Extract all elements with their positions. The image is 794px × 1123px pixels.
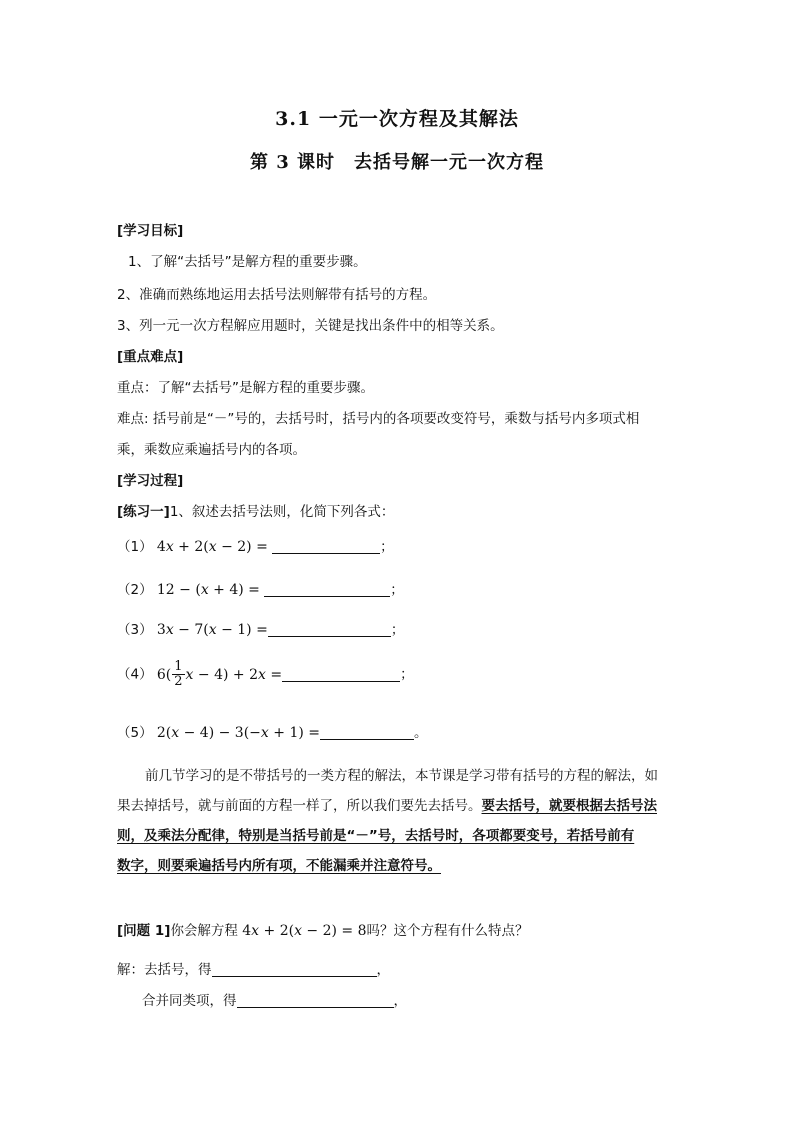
expression-1: 4x + 2(x − 2) = <box>156 539 268 555</box>
item-number: （5） <box>117 725 153 741</box>
exercise-intro <box>117 500 394 520</box>
exercise-item-4 <box>117 660 414 689</box>
goal-item-3: 3、列一元一次方程解应用题时，关键是找出条件中的相等关系。 <box>117 318 504 334</box>
key-difficulty-line-1: 难点: 括号前是“－”号的，去括号时，括号内的各项要改变符号，乘数与括号内多项式相 <box>117 411 640 427</box>
solution-step-2 <box>142 989 407 1009</box>
question-1 <box>117 919 529 939</box>
exercise-label: [练习一] <box>117 504 170 520</box>
answer-blank-1[interactable] <box>272 539 380 554</box>
exercise-item-2 <box>117 578 404 598</box>
item-number: （3） <box>117 622 153 638</box>
exercise-text: 1、叙述去括号法则，化简下列各式： <box>169 504 395 520</box>
key-difficulty-line-2: 乘，乘数应乘遍括号内的各项。 <box>117 442 306 458</box>
paragraph-emphasis: 要去括号，就要根据去括号法 <box>481 798 657 814</box>
step-end-punct: ， <box>376 962 390 978</box>
key-focus: 重点：了解“去括号”是解方程的重要步骤。 <box>117 380 374 396</box>
expression-2: 12 − (x + 4) = <box>156 582 260 598</box>
goals-heading: [学习目标] <box>117 223 184 239</box>
key-heading: [重点难点] <box>117 349 184 365</box>
paragraph-line-4: 数字，则要乘遍括号内所有项，不能漏乘并注意符号。 <box>117 858 441 874</box>
page-subtitle: 第 3 课时 去括号解一元一次方程 <box>249 152 545 173</box>
solution-blank-1[interactable] <box>212 962 377 977</box>
goal-item-1: 1、了解“去括号”是解方程的重要步骤。 <box>128 254 367 270</box>
expression-5: 2(x − 4) − 3(−x + 1) = <box>156 725 320 741</box>
expression-3: 3x − 7(x − 1) = <box>156 622 268 638</box>
solution-blank-2[interactable] <box>237 993 394 1008</box>
answer-blank-5[interactable] <box>320 725 414 740</box>
solution-step-1 <box>117 958 390 978</box>
exercise-item-5 <box>117 721 428 741</box>
item-end-punct: ； <box>400 666 414 683</box>
exercise-item-3 <box>117 618 404 638</box>
answer-blank-4[interactable] <box>282 667 400 682</box>
step-label: 解：去括号，得 <box>117 962 212 978</box>
answer-blank-2[interactable] <box>264 582 390 597</box>
step-end-punct: ， <box>393 993 407 1009</box>
expression-4: 6( $\frac{1}{2}$ x − 4) + 2x = <box>156 659 283 689</box>
paragraph-line-3: 则，及乘法分配律，特别是当括号前是“－”号，去括号时，各项都要变号，若括号前有 <box>117 828 635 844</box>
item-end-punct: ； <box>380 539 394 555</box>
exercise-item-1 <box>117 535 394 555</box>
question-text-post: 吗？这个方程有什么特点？ <box>366 923 529 939</box>
step-label: 合并同类项，得 <box>142 993 237 1009</box>
answer-blank-3[interactable] <box>268 622 391 637</box>
question-label: [问题 1] <box>117 923 171 939</box>
item-number: （2） <box>117 582 153 598</box>
question-equation: 4x + 2(x − 2) = 8 <box>242 923 367 939</box>
item-end-punct: 。 <box>414 725 428 741</box>
paragraph-line-1: 前几节学习的是不带括号的一类方程的解法，本节课是学习带有括号的方程的解法，如 <box>145 768 658 784</box>
item-end-punct: ； <box>390 622 405 638</box>
item-end-punct: ； <box>390 582 404 598</box>
paragraph-line-2 <box>117 794 657 814</box>
page-title: 3.1 一元一次方程及其解法 <box>275 108 519 130</box>
item-number: （1） <box>117 539 153 555</box>
question-text-pre: 你会解方程 <box>170 923 243 939</box>
paragraph-text: 果去掉括号，就与前面的方程一样了，所以我们要先去括号。 <box>117 798 482 814</box>
item-number: （4） <box>117 666 153 683</box>
process-heading: [学习过程] <box>117 473 184 489</box>
goal-item-2: 2、准确而熟练地运用去括号法则解带有括号的方程。 <box>117 287 437 303</box>
